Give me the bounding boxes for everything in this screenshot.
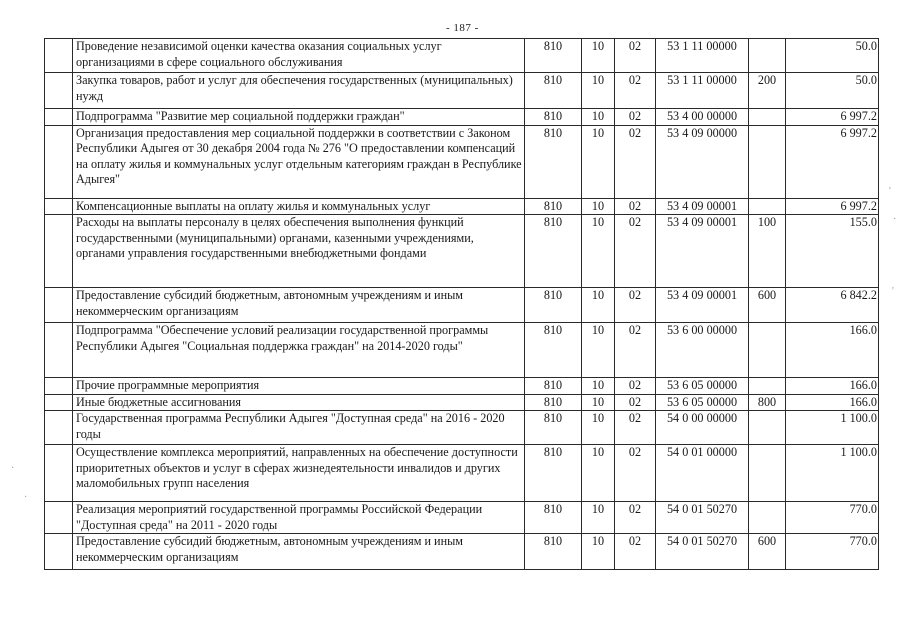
row-blank-cell (45, 39, 73, 73)
row-amount-cell: 50.0 (786, 39, 879, 73)
row-expense-type-cell (749, 125, 786, 198)
row-ministry-cell: 810 (525, 411, 582, 445)
row-target-cell: 53 6 05 00000 (656, 394, 749, 411)
page-number: - 187 - (446, 22, 479, 34)
row-amount-cell: 166.0 (786, 394, 879, 411)
row-target-cell: 54 0 01 50270 (656, 534, 749, 570)
table-row (45, 394, 879, 411)
row-amount-cell: 770.0 (786, 502, 879, 534)
row-subsection-cell: 02 (615, 39, 656, 73)
row-ministry-cell: 810 (525, 378, 582, 395)
row-blank-cell (45, 198, 73, 215)
row-expense-type-cell: 600 (749, 534, 786, 570)
row-amount-cell: 155.0 (786, 215, 879, 288)
row-subsection-cell: 02 (615, 125, 656, 198)
table-row (45, 288, 879, 323)
row-expense-type-cell (749, 39, 786, 73)
table-row (45, 109, 879, 126)
row-name-cell: Подпрограмма "Развитие мер социальной поддержки граждан" (73, 109, 525, 126)
row-subsection-cell: 02 (615, 394, 656, 411)
table-row (45, 73, 879, 109)
scan-mark: · (893, 214, 897, 225)
table-row (45, 378, 879, 395)
row-subsection-cell: 02 (615, 502, 656, 534)
row-section-cell: 10 (582, 288, 615, 323)
row-ministry-cell: 810 (525, 215, 582, 288)
row-subsection-cell: 02 (615, 445, 656, 502)
row-section-cell: 10 (582, 323, 615, 378)
row-section-cell: 10 (582, 394, 615, 411)
budget-table (44, 38, 879, 570)
row-expense-type-cell (749, 502, 786, 534)
row-name-cell: Осуществление комплекса мероприятий, направленных на обеспечение доступности приоритетных объектов и услуг в сферах жизнедеятельности инвалидов и других маломобильных групп населения (73, 445, 525, 502)
row-ministry-cell: 810 (525, 445, 582, 502)
row-expense-type-cell (749, 378, 786, 395)
row-expense-type-cell (749, 445, 786, 502)
row-name-cell: Компенсационные выплаты на оплату жилья и коммунальных услуг (73, 198, 525, 215)
table-row (45, 323, 879, 378)
row-blank-cell (45, 394, 73, 411)
table-row (45, 445, 879, 502)
row-name-cell: Подпрограмма "Обеспечение условий реализации государственной программы Республики Адыгея "Социальная поддержка граждан" на 2014-2020 годы" (73, 323, 525, 378)
table-row (45, 125, 879, 198)
row-ministry-cell: 810 (525, 288, 582, 323)
row-ministry-cell: 810 (525, 125, 582, 198)
row-ministry-cell: 810 (525, 109, 582, 126)
table-row (45, 215, 879, 288)
table-body (45, 39, 879, 570)
row-blank-cell (45, 502, 73, 534)
table-row (45, 411, 879, 445)
table-row (45, 502, 879, 534)
row-expense-type-cell: 600 (749, 288, 786, 323)
row-ministry-cell: 810 (525, 198, 582, 215)
row-blank-cell (45, 73, 73, 109)
row-amount-cell: 1 100.0 (786, 445, 879, 502)
row-name-cell: Закупка товаров, работ и услуг для обеспечения государственных (муниципальных) нужд (73, 73, 525, 109)
table-row (45, 198, 879, 215)
row-section-cell: 10 (582, 39, 615, 73)
row-amount-cell: 166.0 (786, 323, 879, 378)
row-blank-cell (45, 534, 73, 570)
row-blank-cell (45, 445, 73, 502)
row-section-cell: 10 (582, 378, 615, 395)
row-blank-cell (45, 411, 73, 445)
row-amount-cell: 6 997.2 (786, 109, 879, 126)
table-row (45, 39, 879, 73)
scan-mark: ' (892, 286, 894, 297)
row-name-cell: Реализация мероприятий государственной программы Российской Федерации "Доступная среда" на 2011 - 2020 годы (73, 502, 525, 534)
row-subsection-cell: 02 (615, 534, 656, 570)
row-section-cell: 10 (582, 411, 615, 445)
row-section-cell: 10 (582, 73, 615, 109)
row-ministry-cell: 810 (525, 323, 582, 378)
row-subsection-cell: 02 (615, 378, 656, 395)
row-amount-cell: 1 100.0 (786, 411, 879, 445)
row-amount-cell: 6 842.2 (786, 288, 879, 323)
row-ministry-cell: 810 (525, 502, 582, 534)
row-expense-type-cell (749, 109, 786, 126)
row-target-cell: 53 4 09 00001 (656, 198, 749, 215)
row-expense-type-cell (749, 198, 786, 215)
row-name-cell: Прочие программные мероприятия (73, 378, 525, 395)
row-amount-cell: 6 997.2 (786, 125, 879, 198)
row-target-cell: 53 4 09 00001 (656, 215, 749, 288)
table-row (45, 534, 879, 570)
row-section-cell: 10 (582, 445, 615, 502)
row-section-cell: 10 (582, 215, 615, 288)
row-name-cell: Государственная программа Республики Адыгея "Доступная среда" на 2016 - 2020 годы (73, 411, 525, 445)
row-amount-cell: 50.0 (786, 73, 879, 109)
row-target-cell: 53 4 00 00000 (656, 109, 749, 126)
row-target-cell: 53 4 09 00000 (656, 125, 749, 198)
row-target-cell: 53 1 11 00000 (656, 39, 749, 73)
scan-mark: · (11, 463, 15, 474)
row-blank-cell (45, 125, 73, 198)
row-name-cell: Иные бюджетные ассигнования (73, 394, 525, 411)
row-subsection-cell: 02 (615, 323, 656, 378)
row-expense-type-cell: 200 (749, 73, 786, 109)
row-subsection-cell: 02 (615, 198, 656, 215)
row-target-cell: 53 6 05 00000 (656, 378, 749, 395)
row-target-cell: 54 0 01 50270 (656, 502, 749, 534)
row-section-cell: 10 (582, 125, 615, 198)
row-subsection-cell: 02 (615, 109, 656, 126)
row-name-cell: Предоставление субсидий бюджетным, автономным учреждениям и иным некоммерческим организациям (73, 534, 525, 570)
row-amount-cell: 166.0 (786, 378, 879, 395)
row-blank-cell (45, 323, 73, 378)
row-subsection-cell: 02 (615, 288, 656, 323)
row-blank-cell (45, 109, 73, 126)
row-name-cell: Предоставление субсидий бюджетным, автономным учреждениям и иным некоммерческим организациям (73, 288, 525, 323)
row-target-cell: 53 4 09 00001 (656, 288, 749, 323)
row-ministry-cell: 810 (525, 534, 582, 570)
scan-mark: · (24, 492, 28, 503)
row-subsection-cell: 02 (615, 215, 656, 288)
row-section-cell: 10 (582, 502, 615, 534)
row-name-cell: Организация предоставления мер социальной поддержки в соответствии с Законом Республики Адыгея от 30 декабря 2004 года № 276 "О предоставлении компенсаций на оплату жилья и коммунальных услуг отдельным категориям граждан в Республике Адыгея" (73, 125, 525, 198)
row-target-cell: 53 6 00 00000 (656, 323, 749, 378)
row-section-cell: 10 (582, 198, 615, 215)
scan-mark: ' (889, 186, 891, 197)
row-subsection-cell: 02 (615, 411, 656, 445)
row-expense-type-cell: 800 (749, 394, 786, 411)
row-section-cell: 10 (582, 109, 615, 126)
row-expense-type-cell: 100 (749, 215, 786, 288)
row-expense-type-cell (749, 323, 786, 378)
row-expense-type-cell (749, 411, 786, 445)
row-blank-cell (45, 288, 73, 323)
row-ministry-cell: 810 (525, 394, 582, 411)
row-name-cell: Проведение независимой оценки качества оказания социальных услуг организациями в сфере социального обслуживания (73, 39, 525, 73)
row-subsection-cell: 02 (615, 73, 656, 109)
row-amount-cell: 6 997.2 (786, 198, 879, 215)
row-target-cell: 53 1 11 00000 (656, 73, 749, 109)
row-amount-cell: 770.0 (786, 534, 879, 570)
row-blank-cell (45, 215, 73, 288)
row-target-cell: 54 0 00 00000 (656, 411, 749, 445)
row-ministry-cell: 810 (525, 39, 582, 73)
row-target-cell: 54 0 01 00000 (656, 445, 749, 502)
row-name-cell: Расходы на выплаты персоналу в целях обеспечения выполнения функций государственными (муниципальными) органами, казенными учреждениями, органами управления государственными внебюджетными фондами (73, 215, 525, 288)
row-ministry-cell: 810 (525, 73, 582, 109)
row-section-cell: 10 (582, 534, 615, 570)
row-blank-cell (45, 378, 73, 395)
